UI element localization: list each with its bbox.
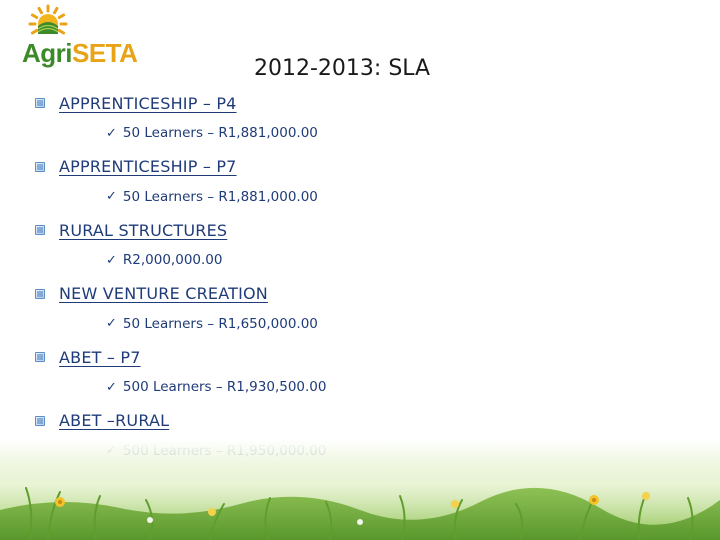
square-bullet-icon: [34, 161, 46, 173]
item-detail: 50 Learners – R1,881,000.00: [122, 188, 318, 205]
item-detail-row: [106, 377, 326, 397]
item-heading-row: [34, 346, 141, 368]
check-icon: ✓: [106, 189, 117, 204]
check-icon: ✓: [106, 125, 117, 141]
square-bullet-icon: [34, 224, 46, 236]
square-bullet-icon: [34, 351, 46, 363]
list-item: [34, 156, 674, 220]
square-bullet-icon: [34, 288, 46, 300]
item-heading-link[interactable]: APPRENTICESHIP – P4: [59, 93, 237, 113]
item-heading-row: [34, 410, 169, 432]
check-icon: ✓: [106, 316, 117, 331]
item-detail: 500 Learners – R1,930,500.00: [122, 379, 327, 395]
item-list: [34, 92, 674, 473]
item-heading-row: [34, 219, 227, 241]
item-heading-row: [34, 156, 237, 178]
item-detail-row: [106, 314, 318, 334]
item-heading-row: [34, 92, 237, 114]
list-item: [34, 346, 674, 410]
item-heading-link[interactable]: APPRENTICESHIP – P7: [59, 157, 237, 176]
slide-title: 2012-2013: SLA: [254, 56, 431, 81]
square-bullet-icon: [34, 415, 46, 427]
item-heading-link[interactable]: RURAL STRUCTURES: [59, 220, 228, 240]
item-heading-link[interactable]: ABET – P7: [59, 347, 141, 367]
agriseta-logo: [18, 4, 138, 74]
item-heading-link[interactable]: NEW VENTURE CREATION: [59, 284, 268, 303]
logo-seta-text: SETA: [72, 38, 138, 68]
list-item: [34, 92, 674, 156]
list-item: [34, 283, 674, 347]
list-item: [34, 219, 674, 283]
item-detail: R2,000,000.00: [122, 252, 223, 268]
item-detail: 50 Learners – R1,650,000.00: [122, 315, 318, 332]
item-detail-row: [106, 123, 318, 143]
check-icon: ✓: [106, 379, 117, 395]
item-detail-row: [106, 250, 222, 270]
item-heading-row: [34, 283, 268, 305]
logo-agri-text: Agri: [22, 38, 72, 68]
item-heading-link[interactable]: ABET –RURAL: [59, 411, 170, 430]
logo-wordmark: [22, 38, 137, 69]
item-detail: 50 Learners – R1,881,000.00: [122, 125, 318, 141]
square-bullet-icon: [34, 97, 46, 109]
meadow-background: [0, 440, 720, 540]
item-detail-row: [106, 187, 318, 207]
check-icon: ✓: [106, 252, 117, 268]
